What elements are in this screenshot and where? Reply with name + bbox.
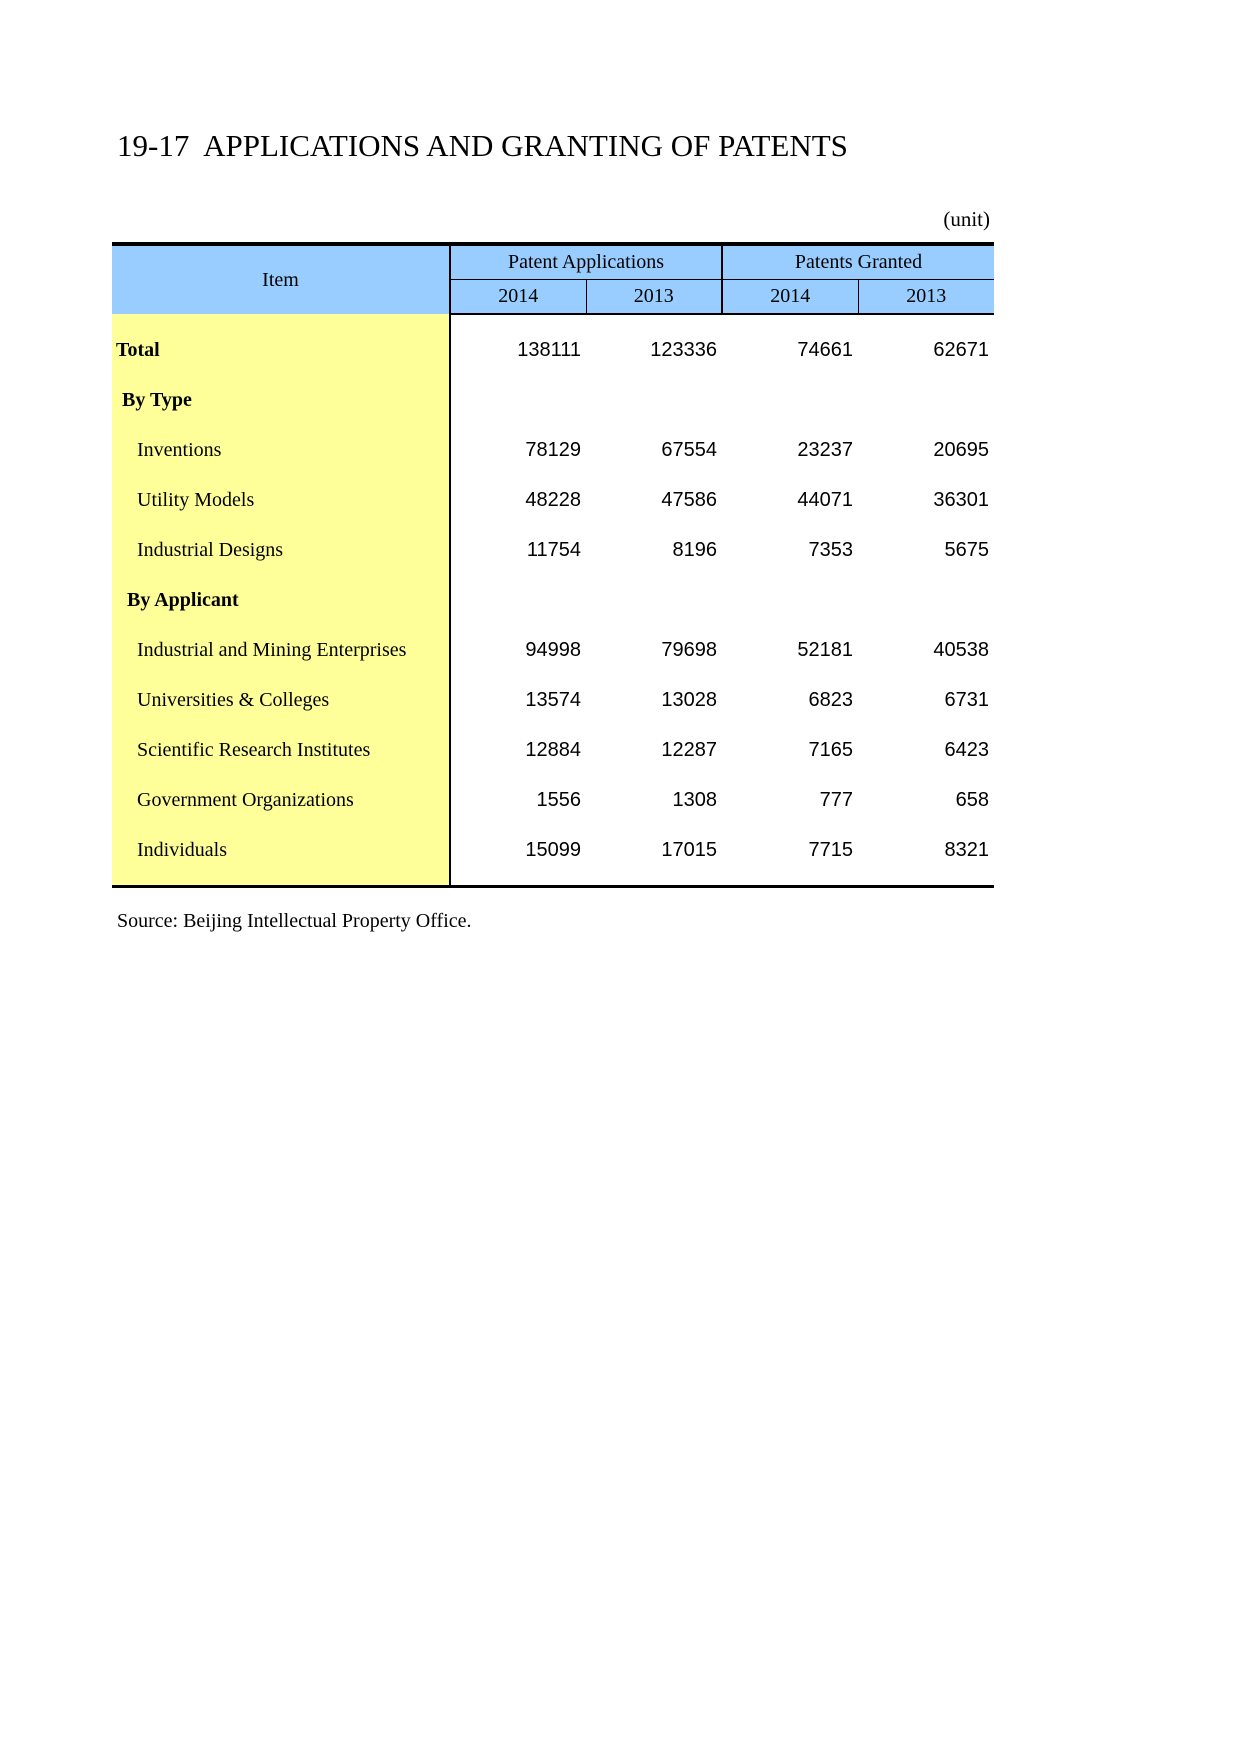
section-label: By Applicant [112,575,450,625]
cell-value: 94998 [450,625,586,675]
cell-value: 62671 [933,338,989,361]
cell-value: 658 [955,788,989,811]
row-label: Individuals [112,825,450,875]
table-row [112,425,994,475]
source-note: Source: Beijing Intellectual Property Office. [117,910,472,932]
group-header-applications: Patent Applications [450,244,722,280]
row-label: Industrial Designs [112,525,450,575]
cell-value: 36301 [933,488,989,511]
table-row [112,325,994,375]
cell-value: 20695 [933,438,989,461]
cell-value: 13028 [661,688,717,711]
cell-value: 7353 [808,538,853,561]
section-label: By Type [112,375,450,425]
cell-value: 44071 [797,488,853,511]
cell-value: 123336 [650,338,717,361]
cell-value: 13574 [450,675,586,725]
year-header: 2014 [450,280,586,315]
cell-value: 6823 [808,688,853,711]
table-row [112,375,994,425]
cell-value: 1308 [672,788,717,811]
table-row [112,825,994,875]
cell-value: 67554 [661,438,717,461]
cell-value: 48228 [450,475,586,525]
table-row [112,525,994,575]
cell-value: 6423 [944,738,989,761]
page-title: 19-17 APPLICATIONS AND GRANTING OF PATENTS [117,128,848,163]
row-label: Industrial and Mining Enterprises [112,625,450,675]
table-row [112,575,994,625]
table-row [112,475,994,525]
year-header: 2013 [586,280,722,315]
cell-value: 7715 [808,838,853,861]
unit-label: (unit) [943,207,990,231]
cell-value: 138111 [450,325,586,375]
item-header: Item [112,244,450,314]
cell-value: 47586 [661,488,717,511]
cell-value: 23237 [797,438,853,461]
row-label: Total [112,325,450,375]
row-label: Scientific Research Institutes [112,725,450,775]
cell-value: 17015 [661,838,717,861]
year-header: 2013 [858,280,994,315]
table-row [112,775,994,825]
cell-value: 6731 [944,688,989,711]
table-row [112,725,994,775]
cell-value: 79698 [661,638,717,661]
row-label: Government Organizations [112,775,450,825]
cell-value: 8321 [944,838,989,861]
cell-value: 7165 [808,738,853,761]
cell-value: 52181 [797,638,853,661]
table-row [112,675,994,725]
cell-value: 12884 [450,725,586,775]
cell-value: 5675 [944,538,989,561]
cell-value: 40538 [933,638,989,661]
cell-value: 777 [819,788,853,811]
row-label: Utility Models [112,475,450,525]
year-header: 2014 [722,280,858,315]
group-header-granted: Patents Granted [722,244,994,280]
cell-value: 15099 [450,825,586,875]
row-label: Universities & Colleges [112,675,450,725]
patents-table [112,242,994,888]
table-row [112,625,994,675]
row-label: Inventions [112,425,450,475]
cell-value: 11754 [450,525,586,575]
cell-value: 78129 [450,425,586,475]
cell-value: 74661 [797,338,853,361]
cell-value: 12287 [661,738,717,761]
cell-value: 1556 [450,775,586,825]
cell-value: 8196 [672,538,717,561]
